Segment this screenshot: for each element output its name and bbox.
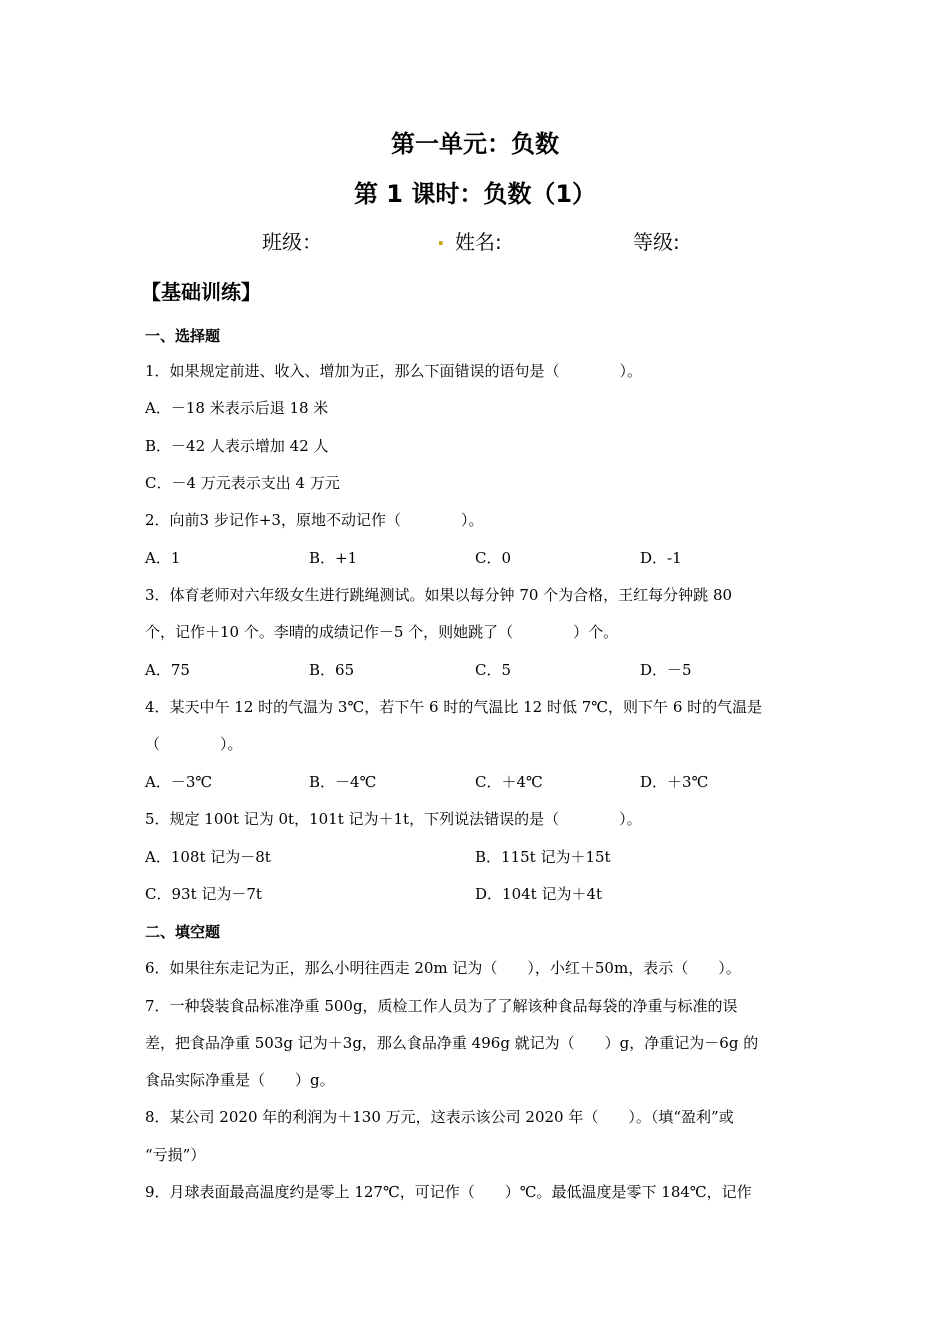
- class-label: 班级：: [262, 230, 322, 254]
- basic-training-heading: 【基础训练】: [141, 280, 261, 304]
- q4-option-b: B．－4℃: [309, 773, 377, 791]
- q1-option-c: C．－4 万元表示支出 4 万元: [145, 474, 340, 492]
- q7-stem-line2: 差，把食品净重 503g 记为＋3g，那么食品净重 496g 就记为（ ）g，净重记为－6g 的: [145, 1034, 759, 1052]
- q5-option-b: B．115t 记为＋15t: [475, 848, 611, 866]
- q5-stem: 5．规定 100t 记为 0t，101t 记为＋1t，下列说法错误的是（ ）。: [145, 810, 642, 828]
- q5-option-c: C．93t 记为－7t: [145, 885, 262, 903]
- q8-stem-line1: 8．某公司 2020 年的利润为＋130 万元，这表示该公司 2020 年（ ）。（填“盈利”或: [145, 1108, 734, 1126]
- q4-option-c: C．＋4℃: [475, 773, 543, 791]
- q3-stem-line2: 个，记作＋10 个。李晴的成绩记作－5 个，则她跳了（ ）个。: [145, 623, 619, 641]
- q4-option-d: D．＋3℃: [640, 773, 709, 791]
- q2-option-d: D．-1: [640, 549, 682, 567]
- q6-stem: 6．如果往东走记为正，那么小明往西走 20m 记为（ ），小红＋50m，表示（ ）。: [145, 959, 741, 977]
- unit-title: 第一单元：负数: [391, 130, 559, 158]
- name-label: 姓名:: [455, 230, 502, 254]
- q3-option-c: C．5: [475, 661, 512, 679]
- q1-option-b: B．－42 人表示增加 42 人: [145, 437, 329, 455]
- q4-stem-line1: 4．某天中午 12 时的气温为 3℃，若下午 6 时的气温比 12 时低 7℃，则下午 6 时的气温是: [145, 698, 763, 716]
- q1-option-a: A．－18 米表示后退 18 米: [145, 399, 329, 417]
- q4-option-a: A．－3℃: [145, 773, 213, 791]
- q9-stem-line1: 9．月球表面最高温度约是零上 127℃，可记作（ ）℃。最低温度是零下 184℃，记作: [145, 1183, 752, 1201]
- q7-stem-line1: 7．一种袋装食品标准净重 500g，质检工作人员为了了解该种食品每袋的净重与标准的误: [145, 997, 738, 1015]
- q3-option-d: D．－5: [640, 661, 692, 679]
- q2-option-a: A．1: [145, 549, 181, 567]
- q3-option-b: B．65: [309, 661, 355, 679]
- q2-option-b: B．+1: [309, 549, 358, 567]
- grade-label: 等级:: [633, 230, 680, 254]
- q5-option-a: A．108t 记为－8t: [145, 848, 271, 866]
- q7-stem-line3: 食品实际净重是（ ）g。: [145, 1071, 335, 1089]
- q5-option-d: D．104t 记为＋4t: [475, 885, 603, 903]
- q2-stem: 2．向前3 步记作+3，原地不动记作（ ）。: [145, 511, 484, 529]
- separator-dot: .: [437, 226, 445, 250]
- q3-option-a: A．75: [145, 661, 190, 679]
- q2-option-c: C．0: [475, 549, 512, 567]
- q1-stem: 1．如果规定前进、收入、增加为正，那么下面错误的语句是（ ）。: [145, 362, 643, 380]
- q3-stem-line1: 3．体育老师对六年级女生进行跳绳测试。如果以每分钟 70 个为合格，王红每分钟跳 80: [145, 586, 733, 604]
- section-choice-title: 一、选择题: [145, 327, 221, 345]
- q8-stem-line2: “亏损”）: [145, 1146, 206, 1164]
- q4-stem-line2: （ ）。: [145, 735, 243, 753]
- lesson-title: 第 1 课时：负数（1）: [353, 180, 597, 208]
- section-fill-title: 二、填空题: [145, 923, 221, 941]
